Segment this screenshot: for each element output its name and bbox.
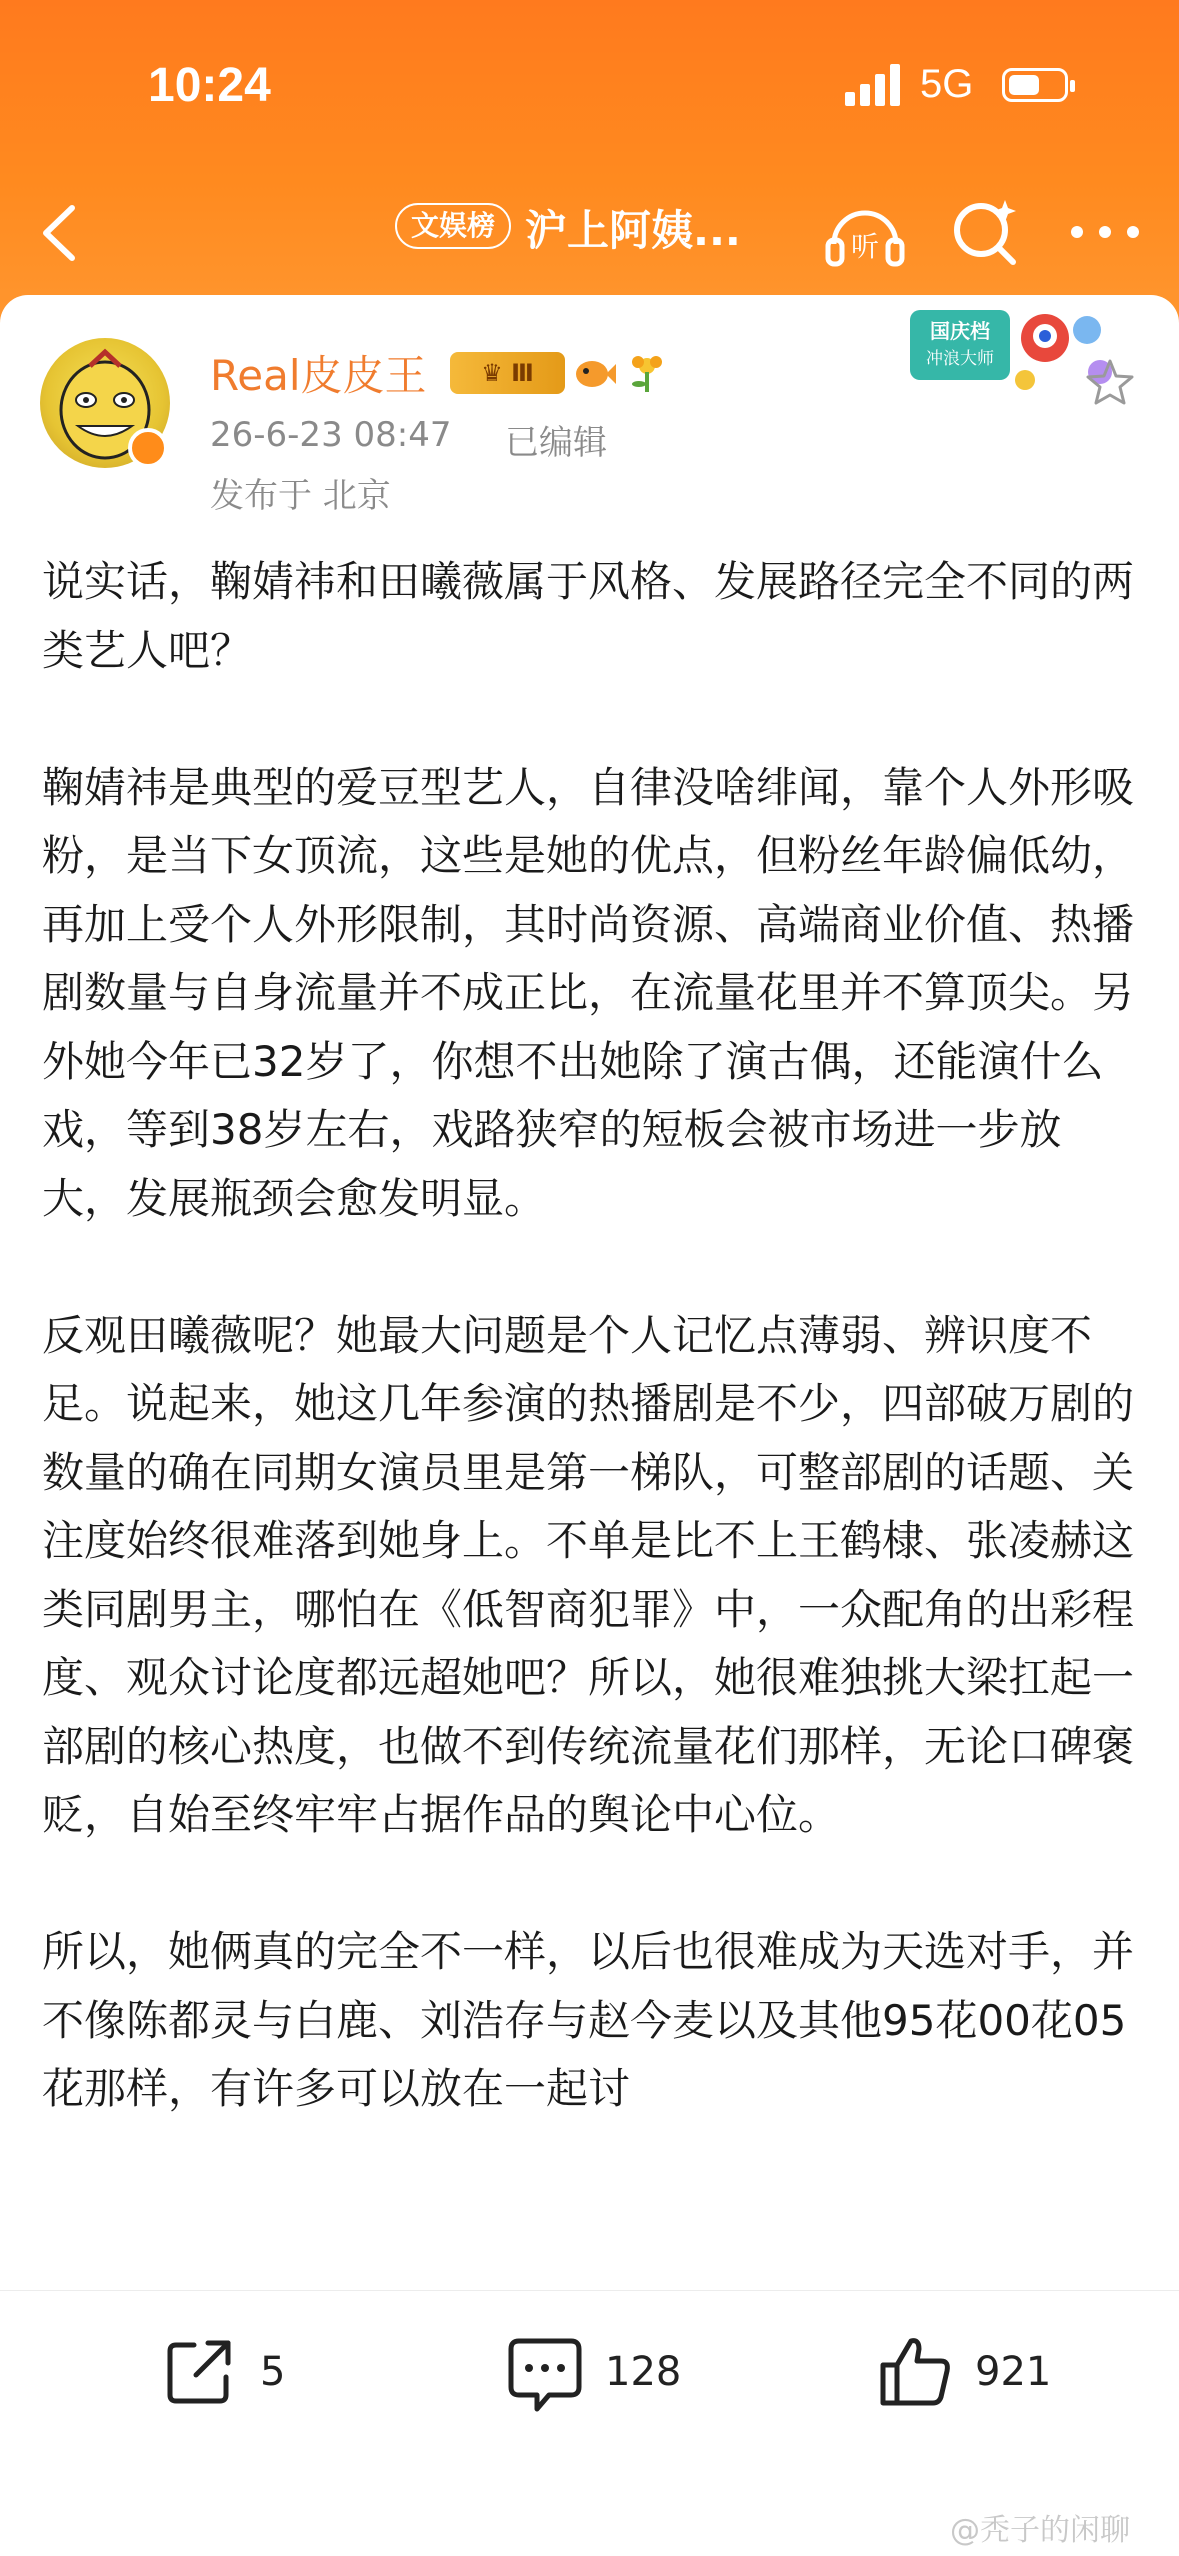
comment-icon	[505, 2331, 585, 2417]
username[interactable]: Real皮皮王	[210, 351, 427, 400]
nav-bar	[0, 170, 1179, 290]
listen-icon[interactable]	[820, 192, 910, 272]
watermark: @秃子的闲聊	[950, 2513, 1130, 2548]
post-location: 发布于 北京	[210, 476, 391, 516]
svg-text:听: 听	[850, 230, 880, 263]
post-paragraph: 说实话，鞠婧祎和田曦薇属于风格、发展路径完全不同的两类艺人吧？	[42, 557, 1135, 675]
more-icon[interactable]	[1065, 212, 1145, 252]
crown-icon: ♛	[481, 359, 512, 387]
battery-icon	[1002, 68, 1068, 102]
network-type: 5G	[920, 62, 974, 106]
like-count: 921	[975, 2349, 1052, 2395]
like-button[interactable]	[875, 2291, 1105, 2451]
nav-title[interactable]: 沪上阿姨...	[525, 206, 741, 255]
search-icon[interactable]	[945, 192, 1025, 272]
promo-line2: 冲浪大师	[926, 349, 994, 369]
flower-icon	[626, 350, 668, 396]
share-button[interactable]	[160, 2291, 360, 2451]
comment-button[interactable]	[505, 2291, 735, 2451]
share-count: 5	[260, 2349, 286, 2395]
post-timestamp: 26-6-23 08:47	[210, 415, 452, 455]
promo-line1: 国庆档	[930, 319, 990, 343]
edited-label[interactable]: 已编辑	[505, 423, 607, 463]
level-badge	[450, 352, 565, 394]
verified-badge-icon	[128, 428, 168, 468]
back-icon[interactable]	[30, 198, 90, 268]
comment-count: 128	[605, 2349, 682, 2395]
fish-icon	[570, 348, 618, 396]
category-tag[interactable]: 文娱榜	[395, 203, 511, 249]
thumbs-up-icon	[875, 2331, 955, 2411]
status-time: 10:24	[148, 59, 271, 112]
share-icon	[160, 2331, 240, 2411]
post-body	[42, 548, 1142, 2280]
post-paragraph: 反观田曦薇呢？她最大问题是个人记忆点薄弱、辨识度不足。说起来，她这几年参演的热播剧是不少，四部破万剧的数量的确在同期女演员里是第一梯队，可整部剧的话题、关注度始终很难落到她身上。不单是比不上王鹤棣、张凌赫这类同剧男主，哪怕在《低智商犯罪》中，一众配角的出彩程度、观众讨论度都远超她吧？所以，她很难独挑大梁扛起一部剧的核心热度，也做不到传统流量花们那样，无论口碑褒贬，自始至终牢牢占据作品的舆论中心位。	[42, 1310, 1135, 1839]
status-bar	[0, 0, 1179, 170]
level-text: Ⅲ	[511, 359, 534, 387]
post-paragraph: 鞠婧祎是典型的爱豆型艺人，自律没啥绯闻，靠个人外形吸粉，是当下女顶流，这些是她的优点，但粉丝年龄偏低幼，再加上受个人外形限制，其时尚资源、高端商业价值、热播剧数量与自身流量并不成正比，在流量花里并不算顶尖。另外她今年已32岁了，你想不出她除了演古偶，还能演什么戏，等到38岁左右，戏路狭窄的短板会被市场进一步放大，发展瓶颈会愈发明显。	[42, 762, 1135, 1223]
signal-icon	[845, 62, 901, 106]
header	[0, 0, 1179, 330]
post-paragraph: 所以，她俩真的完全不一样，以后也很难成为天选对手，并不像陈都灵与白鹿、刘浩存与赵今麦以及其他95花00花05花那样，有许多可以放在一起讨	[42, 1927, 1135, 2113]
favorite-star-icon[interactable]	[1082, 355, 1138, 411]
